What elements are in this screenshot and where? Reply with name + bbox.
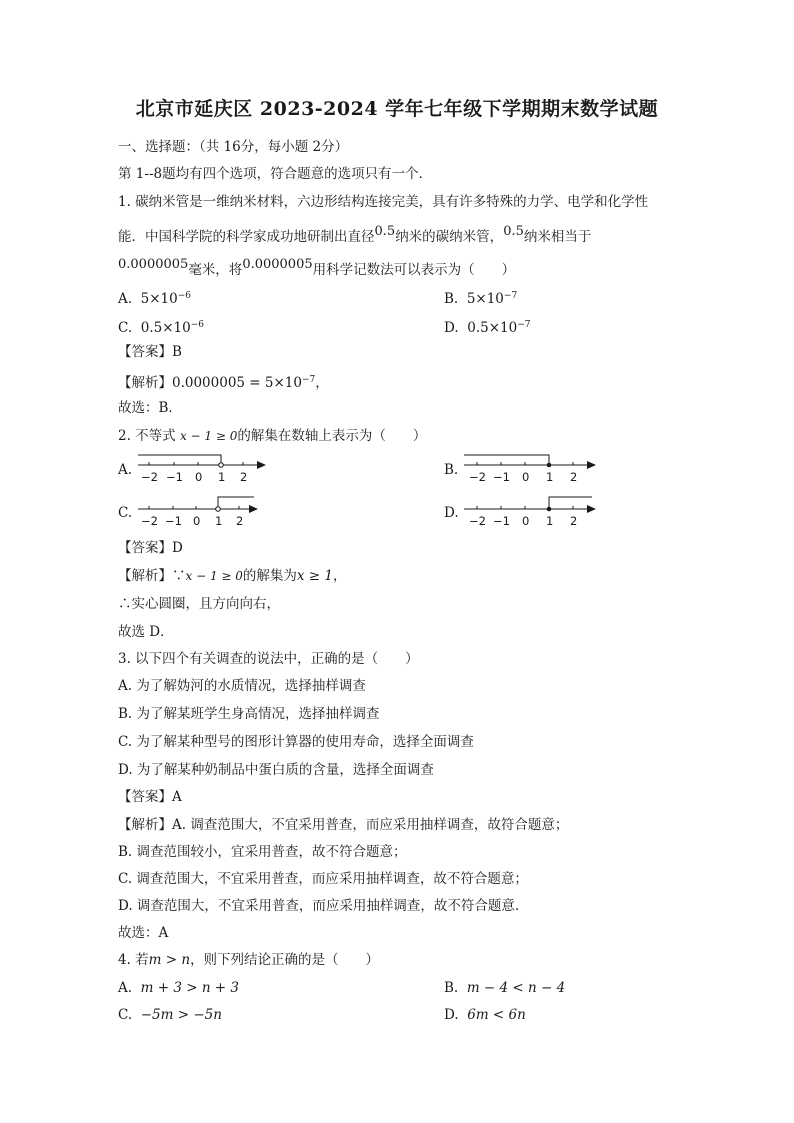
q4-option-b: B. m − 4 < n − 4 xyxy=(444,980,566,996)
q4-option-d: D. 6m < 6n xyxy=(444,1007,526,1023)
svg-text:0: 0 xyxy=(522,514,530,528)
svg-text:−1: −1 xyxy=(166,470,183,484)
svg-text:0: 0 xyxy=(195,470,203,484)
svg-text:0: 0 xyxy=(193,514,201,528)
q1-option-a: A. $5\times 10^{-6}$ xyxy=(118,291,192,307)
q1-analysis: 【解析】$0.0000005 = 5\times 10^{-7}$， xyxy=(118,375,329,391)
q3-analysis-a: 【解析】A. 调查范围大，不宜采用普查，而应采用抽样调查，故符合题意； xyxy=(118,817,569,833)
number-line-b xyxy=(464,450,598,486)
svg-text:2: 2 xyxy=(570,470,578,484)
q3-option-d: D. 为了解某种奶制品中蛋白质的含量，选择全面调查 xyxy=(118,762,434,778)
q1-option-d: D. $0.5\times 10^{-7}$ xyxy=(444,320,531,336)
q1-option-c: C. $0.5\times 10^{-6}$ xyxy=(118,320,204,336)
q3-analysis-b: B. 调查范围较小，宜采用普查，故不符合题意； xyxy=(118,844,407,860)
section-intro: 第 1--8题均有四个选项，符合题意的选项只有一个． xyxy=(118,166,433,182)
svg-text:0: 0 xyxy=(522,470,530,484)
q3-conclusion: 故选：A xyxy=(118,925,169,941)
q2-analysis: 【解析】∵x − 1 ≥ 0的解集为x ≥ 1， xyxy=(118,568,347,584)
svg-text:1: 1 xyxy=(215,514,223,528)
svg-text:1: 1 xyxy=(218,470,226,484)
number-line-c xyxy=(138,494,262,530)
q2-option-d-label: D. xyxy=(444,505,459,521)
svg-text:−2: −2 xyxy=(141,514,158,528)
number-line-a xyxy=(138,450,268,486)
q2-conclusion: 故选 D． xyxy=(118,624,174,640)
svg-text:−1: −1 xyxy=(493,470,510,484)
q2-therefore: ∴实心圆圈，且方向向右， xyxy=(118,596,280,612)
q2-option-a-label: A. xyxy=(118,462,133,478)
q3-option-b: B. 为了解某班学生身高情况，选择抽样调查 xyxy=(118,706,380,722)
q1-stem-line2: 能．中国科学院的科学家成功地研制出直径$^{0.5}$纳米的碳纳米管，$^{0.5}$纳米相当于 xyxy=(118,224,592,245)
q2-answer: 【答案】D xyxy=(118,540,183,556)
svg-text:−2: −2 xyxy=(141,470,158,484)
q3-analysis-d: D. 调查范围大，不宜采用普查，而应采用抽样调查，故不符合题意. xyxy=(118,898,520,914)
svg-text:2: 2 xyxy=(236,514,244,528)
svg-text:−1: −1 xyxy=(165,514,182,528)
svg-text:1: 1 xyxy=(546,514,554,528)
page-title: 北京市延庆区 2023-2024 学年七年级下学期期末数学试题 xyxy=(135,98,659,120)
number-line-d xyxy=(464,494,598,530)
svg-text:2: 2 xyxy=(240,470,248,484)
q2-option-c-label: C. xyxy=(118,505,133,521)
q4-option-c: C. −5m > −5n xyxy=(118,1007,222,1023)
q3-analysis-c: C. 调查范围大，不宜采用普查，而应采用抽样调查，故不符合题意； xyxy=(118,871,528,887)
svg-text:−2: −2 xyxy=(469,470,486,484)
q4-stem: 4. 若m > n，则下列结论正确的是（ ） xyxy=(118,952,380,968)
q1-conclusion: 故选：B． xyxy=(118,400,182,416)
q2-option-b-label: B. xyxy=(444,462,459,478)
q4-option-a: A. m + 3 > n + 3 xyxy=(118,980,239,996)
q1-stem-line3: $^{0.0000005}$毫米，将$^{0.0000005}$用科学记数法可以表示为（ ） xyxy=(118,257,516,278)
section-heading: 一、选择题：（共 16分，每小题 2分） xyxy=(118,139,349,155)
svg-text:−1: −1 xyxy=(493,514,510,528)
q3-option-c: C. 为了解某种型号的图形计算器的使用寿命，选择全面调查 xyxy=(118,734,474,750)
q1-stem-line1: 1. 碳纳米管是一维纳米材料，六边形结构连接完美，具有许多特殊的力学、电学和化学性 xyxy=(118,194,649,210)
q2-stem: 2. 不等式 x − 1 ≥ 0的解集在数轴上表示为（ ） xyxy=(118,428,427,444)
q3-answer: 【答案】A xyxy=(118,789,182,805)
q1-option-b: B. $5\times 10^{-7}$ xyxy=(444,291,518,307)
q3-stem: 3. 以下四个有关调查的说法中，正确的是（ ） xyxy=(118,651,419,667)
svg-text:2: 2 xyxy=(570,514,578,528)
svg-text:−2: −2 xyxy=(469,514,486,528)
svg-text:1: 1 xyxy=(546,470,554,484)
q1-answer: 【答案】B xyxy=(118,344,182,360)
q3-option-a: A. 为了解妫河的水质情况，选择抽样调查 xyxy=(118,678,366,694)
